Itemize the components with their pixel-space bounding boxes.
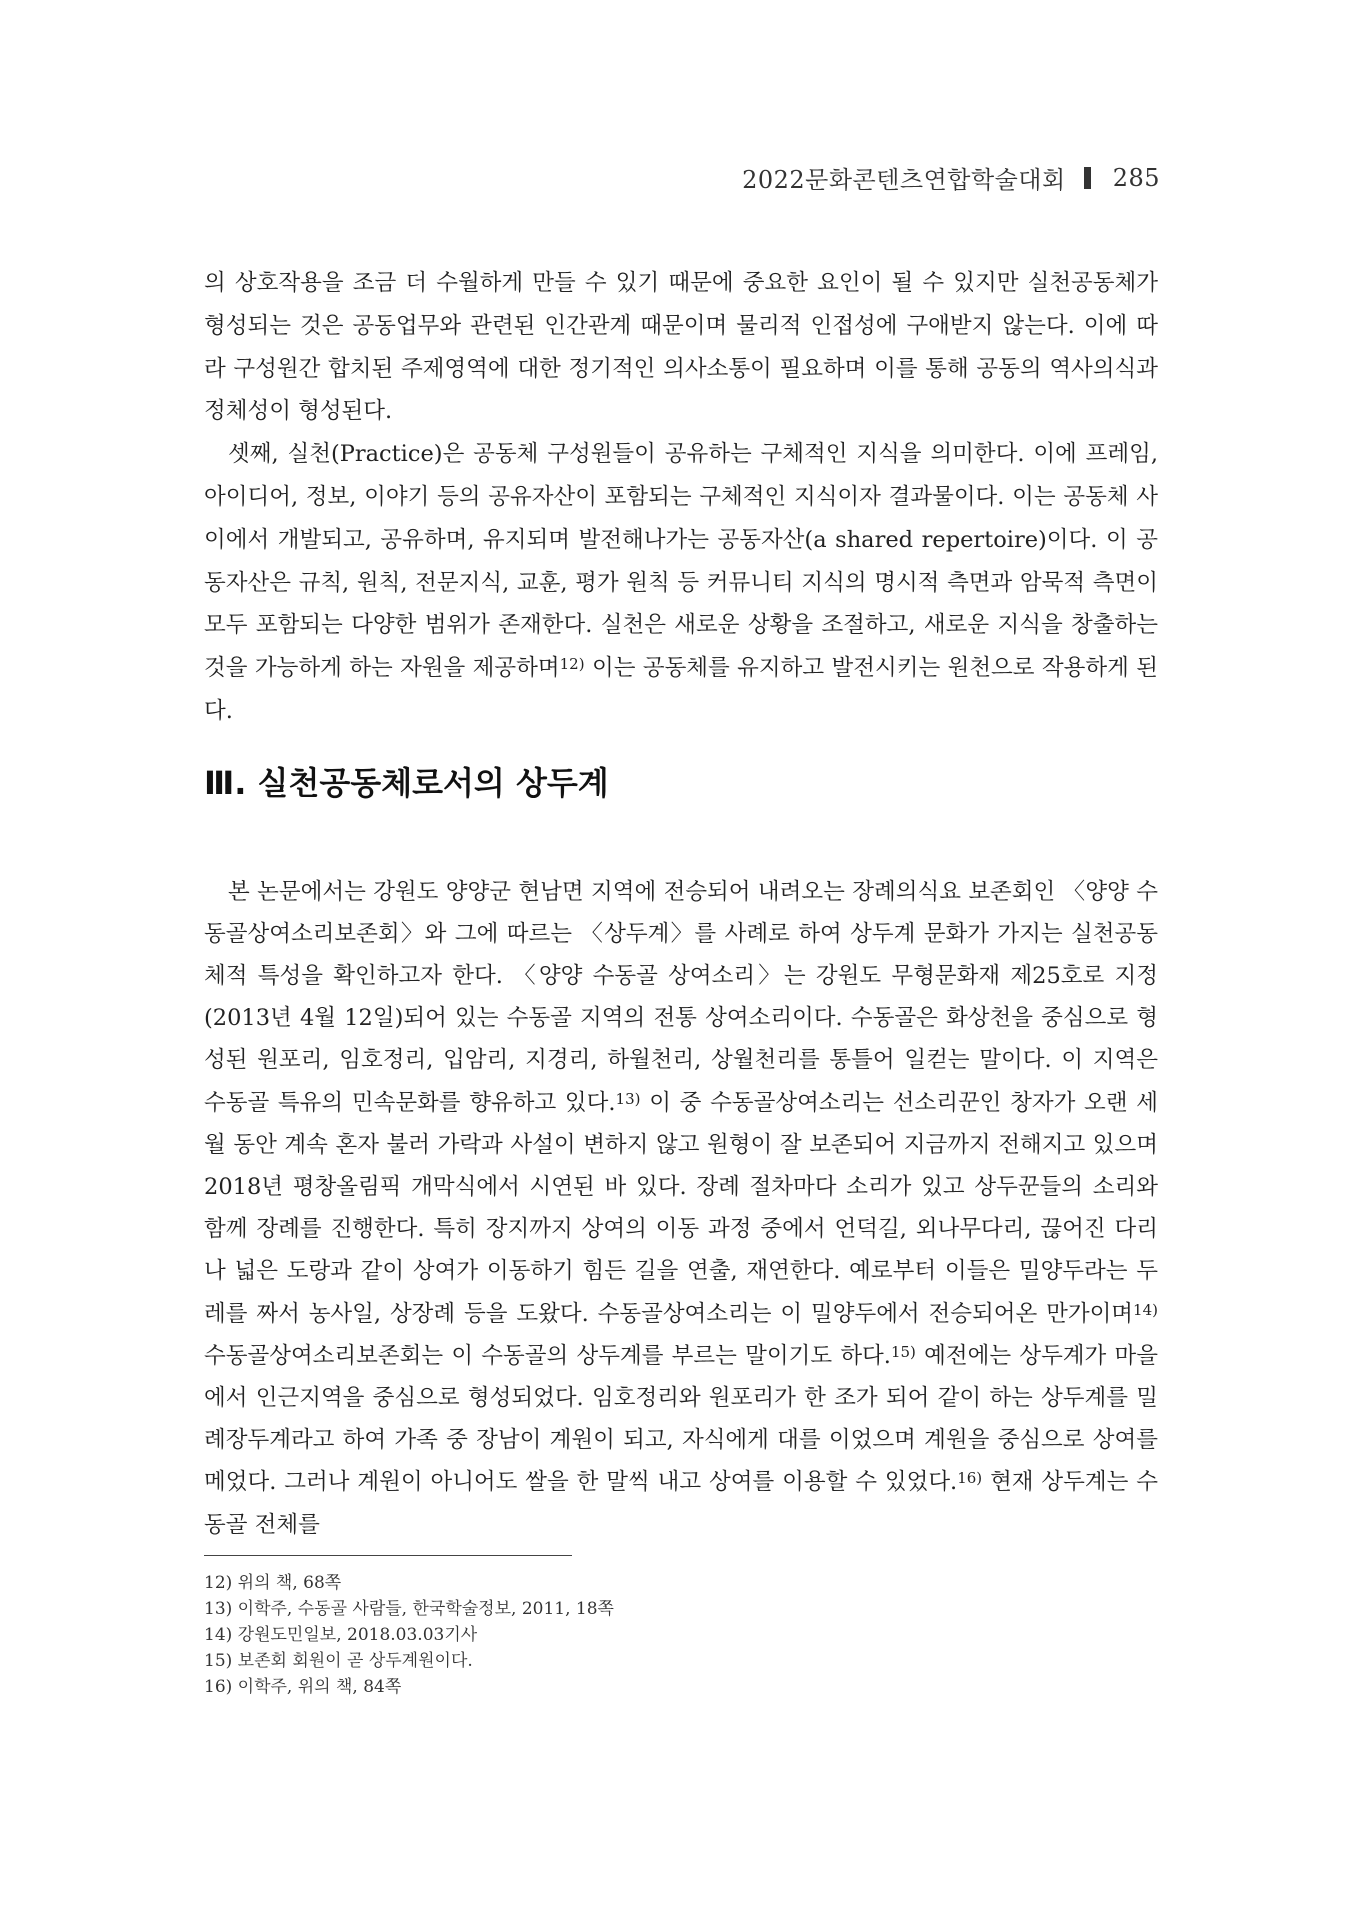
footnote-ref-15: 15) bbox=[890, 1342, 916, 1361]
header-separator bbox=[1084, 167, 1091, 189]
footnote-14: 14) 강원도민일보, 2018.03.03기사 bbox=[204, 1625, 478, 1645]
section-text-3: 수동골상여소리보존회는 이 수동골의 상두계를 부르는 말이기도 하다. bbox=[204, 1342, 891, 1369]
section-text-2: 이 중 수동골상여소리는 선소리꾼인 창자가 오랜 세월 동안 계속 혼자 불러 가락과 사설이 변하지 않고 원형이 잘 보존되어 지금까지 전해지고 있으며 2018년 평창올림픽 개막식에서 시연된 바 있다. 장례 절차마다 소리가 있고 상두꾼들의 소리와 함께 장례를 진행한다. 특히 장지까지 상여의 이동 과정 중에서 언덕길, 외나무다리, 끊어진 다리나 넓은 도랑과 같이 상여가 이동하기 힘든 길을 연출, 재연한다. 예로부터 이들은 밀양두라는 두레를 짜서 농사일, 상장례 등을 도왔다. 수동골상여소리는 이 밀양두에서 전승되어온 만가이며 bbox=[204, 1089, 1158, 1327]
footnote-ref-12: 12) bbox=[559, 655, 585, 674]
section-text-1: 본 논문에서는 강원도 양양군 현남면 지역에 전승되어 내려오는 장례의식요 보존회인 〈양양 수동골상여소리보존회〉와 그에 따르는 〈상두계〉를 사례로 하여 상두계 문화가 가지는 실천공동체적 특성을 확인하고자 한다. 〈양양 수동골 상여소리〉는 강원도 무형문화재 제25호로 지정(2013년 4월 12일)되어 있는 수동골 지역의 전통 상여소리이다. 수동골은 화상천을 중심으로 형성된 원포리, 임호정리, 입암리, 지경리, 하월천리, 상월천리를 통틀어 일컫는 말이다. 이 지역은 수동골 특유의 민속문화를 향유하고 있다. bbox=[204, 878, 1158, 1116]
footnote-13: 13) 이학주, 수동골 사람들, 한국학술정보, 2011, 18쪽 bbox=[204, 1599, 614, 1619]
footnote-ref-16: 16) bbox=[957, 1469, 983, 1488]
paragraph-2-text-a: 셋째, 실천(Practice)은 공동체 구성원들이 공유하는 구체적인 지식을 의미한다. 이에 프레임, 아이디어, 정보, 이야기 등의 공유자산이 포함되는 구체적인 지식이자 결과물이다. 이는 공동체 사이에서 개발되고, 공유하며, 유지되며 발전해나가는 공동자산(a shared repertoire)이다. 이 공동자산은 규칙, 원칙, 전문지식, 교훈, 평가 원칙 등 커뮤니티 지식의 명시적 측면과 암묵적 측면이 모두 포함되는 다양한 범위가 존재한다. 실천은 새로운 상황을 조절하고, 새로운 지식을 창출하는 것을 가능하게 하는 자원을 제공하며 bbox=[204, 441, 1158, 682]
body-text-top bbox=[204, 262, 1158, 733]
body-text-section bbox=[204, 848, 1158, 1568]
footnote-16: 16) 이학주, 위의 책, 84쪽 bbox=[204, 1677, 402, 1697]
page-number: 285 bbox=[1112, 163, 1160, 192]
section-heading: Ⅲ. 실천공동체로서의 상두계 bbox=[204, 764, 609, 802]
footnote-12: 12) 위의 책, 68쪽 bbox=[204, 1573, 342, 1593]
conference-title: 2022문화콘텐츠연합학술대회 bbox=[742, 166, 1066, 194]
footnote-ref-14: 14) bbox=[1133, 1300, 1158, 1319]
section-text-5: 현재 상두계는 수동골 전체를 bbox=[204, 1469, 1159, 1538]
section-paragraph bbox=[204, 871, 1158, 1546]
running-header bbox=[742, 160, 1160, 195]
paragraph-2-text-b: 이는 공동체를 유지하고 발전시키는 원천으로 작용하게 된다. bbox=[204, 655, 1158, 724]
footnote-15: 15) 보존회 회원이 곧 상두계원이다. bbox=[204, 1651, 473, 1671]
paragraph-1: 의 상호작용을 조금 더 수월하게 만들 수 있기 때문에 중요한 요인이 될 수 있지만 실천공동체가 형성되는 것은 공동업무와 관련된 인간관계 때문이며 물리적 인접성에 구애받지 않는다. 이에 따라 구성원간 합치된 주제영역에 대한 정기적인 의사소통이 필요하며 이를 통해 공동의 역사의식과 정체성이 형성된다. bbox=[204, 270, 1158, 425]
section-text-4: 예전에는 상두계가 마을에서 인근지역을 중심으로 형성되었다. 임호정리와 원포리가 한 조가 되어 같이 하는 상두계를 밀례장두계라고 하여 가족 중 장남이 계원이 되고, 자식에게 대를 이었으며 계원을 중심으로 상여를 메었다. 그러나 계원이 아니어도 쌀을 한 말씩 내고 상여를 이용할 수 있었다. bbox=[204, 1342, 1158, 1496]
footnote-ref-13: 13) bbox=[615, 1089, 641, 1108]
paragraph-2 bbox=[204, 433, 1158, 733]
footnotes bbox=[204, 1570, 904, 1700]
footnote-rule bbox=[204, 1555, 572, 1556]
